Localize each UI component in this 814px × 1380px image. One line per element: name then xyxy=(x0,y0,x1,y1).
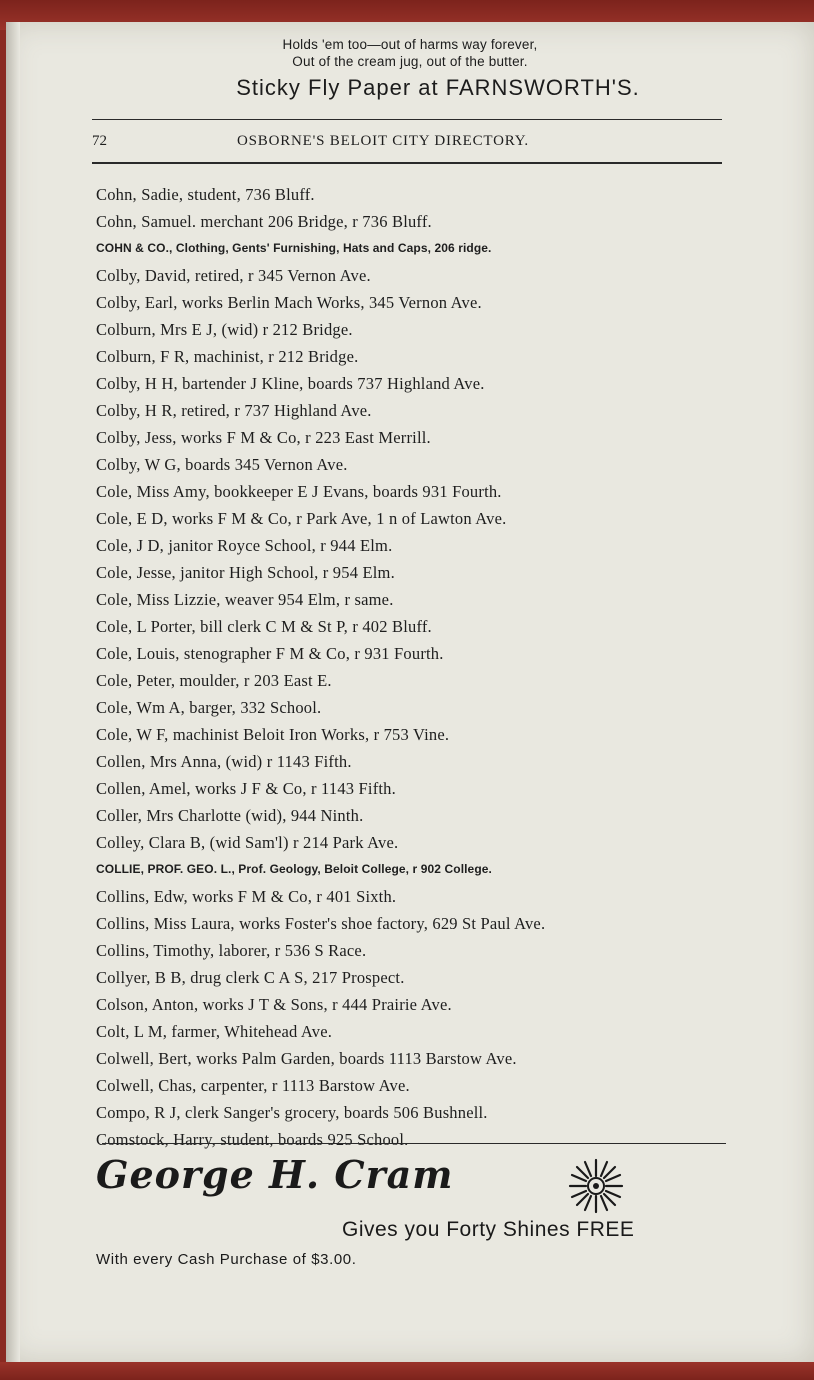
list-item: Cole, L Porter, bill clerk C M & St P, r 402 Bluff. xyxy=(96,617,432,636)
list-item: Collins, Edw, works F M & Co, r 401 Sixth. xyxy=(96,887,397,906)
list-item: Collins, Miss Laura, works Foster's shoe factory, 629 St Paul Ave. xyxy=(96,914,546,933)
ad-headline: Sticky Fly Paper at FARNSWORTH'S. xyxy=(236,75,640,100)
page-gutter xyxy=(6,22,20,1362)
footer-rule xyxy=(102,1143,726,1144)
running-header xyxy=(92,133,722,153)
list-item: Coller, Mrs Charlotte (wid), 944 Ninth. xyxy=(96,806,364,825)
list-item: Cohn, Samuel. merchant 206 Bridge, r 736 Bluff. xyxy=(96,212,432,231)
list-item: Colby, Jess, works F M & Co, r 223 East Merrill. xyxy=(96,428,431,447)
page-number: 72 xyxy=(92,133,107,149)
list-item: Compo, R J, clerk Sanger's grocery, boards 506 Bushnell. xyxy=(96,1103,488,1122)
list-item: Cole, Miss Lizzie, weaver 954 Elm, r same. xyxy=(96,590,394,609)
list-item-business: COLLIE, PROF. GEO. L., Prof. Geology, Beloit College, r 902 College. xyxy=(96,862,492,876)
list-item-business: COHN & CO., Clothing, Gents' Furnishing, Hats and Caps, 206 ridge. xyxy=(96,241,492,255)
list-item: Cole, Peter, moulder, r 203 East E. xyxy=(96,671,332,690)
book-cover-bottom-edge xyxy=(0,1362,814,1380)
list-item: Cole, J D, janitor Royce School, r 944 Elm. xyxy=(96,536,393,555)
list-item: Colson, Anton, works J T & Sons, r 444 Prairie Ave. xyxy=(96,995,452,1014)
top-rule xyxy=(92,119,722,120)
list-item: Colburn, Mrs E J, (wid) r 212 Bridge. xyxy=(96,320,353,339)
list-item: Cole, Wm A, barger, 332 School. xyxy=(96,698,322,717)
directory-title: OSBORNE'S BELOIT CITY DIRECTORY. xyxy=(237,133,529,149)
list-item: Cole, E D, works F M & Co, r Park Ave, 1 n of Lawton Ave. xyxy=(96,509,507,528)
list-item: Colt, L M, farmer, Whitehead Ave. xyxy=(96,1022,333,1041)
list-item: Cole, Miss Amy, bookkeeper E J Evans, boards 931 Fourth. xyxy=(96,482,502,501)
list-item: Cole, W F, machinist Beloit Iron Works, r 753 Vine. xyxy=(96,725,450,744)
list-item: Collen, Mrs Anna, (wid) r 1143 Fifth. xyxy=(96,752,352,771)
list-item: Colby, David, retired, r 345 Vernon Ave. xyxy=(96,266,371,285)
list-item: Collins, Timothy, laborer, r 536 S Race. xyxy=(96,941,367,960)
ad-line-2: Out of the cream jug, out of the butter. xyxy=(292,54,528,69)
list-item: Collyer, B B, drug clerk C A S, 217 Prospect. xyxy=(96,968,405,987)
ad-offer: With every Cash Purchase of $3.00. xyxy=(96,1251,357,1268)
advertiser-name: George H. Cram xyxy=(96,1152,454,1197)
list-item: Colwell, Chas, carpenter, r 1113 Barstow Ave. xyxy=(96,1076,410,1095)
list-item: Colley, Clara B, (wid Sam'l) r 214 Park Ave. xyxy=(96,833,399,852)
flypaper-advertisement xyxy=(6,36,814,101)
list-item: Cohn, Sadie, student, 736 Bluff. xyxy=(96,185,315,204)
list-item: Colby, H R, retired, r 737 Highland Ave. xyxy=(96,401,372,420)
list-item: Colby, Earl, works Berlin Mach Works, 345 Vernon Ave. xyxy=(96,293,482,312)
header-rule xyxy=(92,162,722,164)
directory-page xyxy=(6,22,814,1362)
sun-burst-icon xyxy=(568,1158,624,1214)
list-item: Colby, H H, bartender J Kline, boards 737 Highland Ave. xyxy=(96,374,485,393)
list-item: Cole, Jesse, janitor High School, r 954 Elm. xyxy=(96,563,395,582)
list-item: Colby, W G, boards 345 Vernon Ave. xyxy=(96,455,348,474)
list-item: Cole, Louis, stenographer F M & Co, r 931 Fourth. xyxy=(96,644,444,663)
list-item: Comstock, Harry, student, boards 925 School. xyxy=(96,1130,409,1149)
list-item: Colburn, F R, machinist, r 212 Bridge. xyxy=(96,347,359,366)
list-item: Colwell, Bert, works Palm Garden, boards 1113 Barstow Ave. xyxy=(96,1049,517,1068)
list-item: Collen, Amel, works J F & Co, r 1143 Fifth. xyxy=(96,779,396,798)
ad-line-1: Holds 'em too—out of harms way forever, xyxy=(282,37,538,52)
directory-listing xyxy=(96,181,776,1153)
ad-slogan: Gives you Forty Shines FREE xyxy=(342,1218,635,1241)
